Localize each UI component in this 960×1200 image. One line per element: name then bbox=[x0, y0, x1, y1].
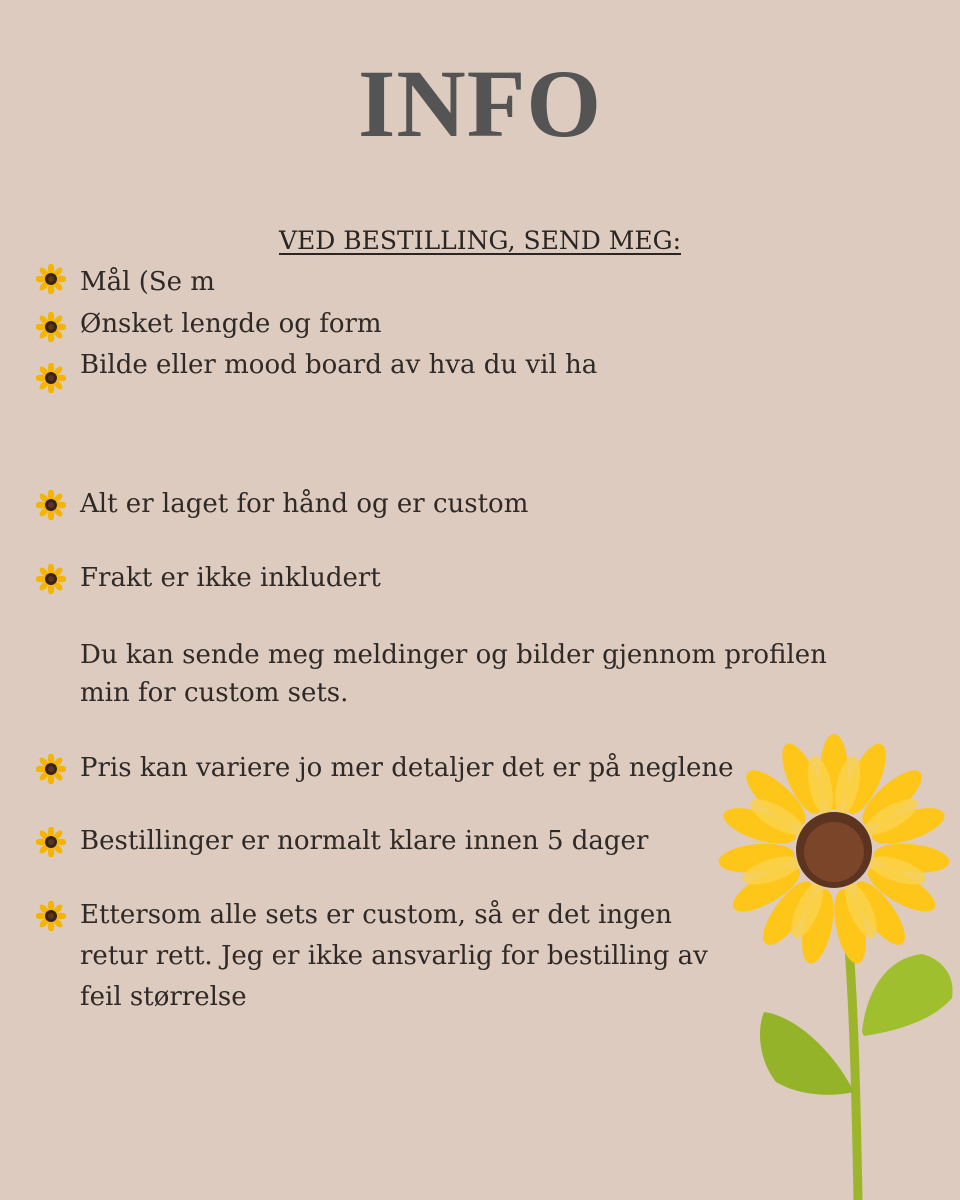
sunflower-icon bbox=[36, 264, 66, 294]
paragraph-line: Ettersom alle sets er custom, så er det ingen bbox=[80, 900, 672, 930]
return-policy-text bbox=[80, 895, 708, 1018]
list-item-text: Alt er laget for hånd og er custom bbox=[80, 489, 529, 519]
list-item-text: Frakt er ikke inkludert bbox=[80, 563, 381, 593]
sunflower-icon bbox=[36, 827, 66, 857]
sunflower-icon bbox=[36, 363, 66, 393]
paragraph-line: retur rett. Jeg er ikke ansvarlig for bestilling av bbox=[80, 941, 708, 971]
sunflower-icon bbox=[36, 754, 66, 784]
sunflower-icon bbox=[36, 312, 66, 342]
sunflower-illustration bbox=[716, 732, 960, 1200]
sunflower-icon bbox=[36, 901, 66, 931]
sunflower-icon bbox=[36, 564, 66, 594]
paragraph-line: min for custom sets. bbox=[80, 678, 349, 708]
list-item-text: Ønsket lengde og form bbox=[80, 309, 382, 339]
flower-center-inner bbox=[804, 822, 864, 882]
page-title: INFO bbox=[358, 50, 602, 157]
list-item-text: Pris kan variere jo mer detaljer det er på neglene bbox=[80, 753, 734, 783]
left-leaf bbox=[760, 1012, 854, 1095]
list-item-text: Bilde eller mood board av hva du vil ha bbox=[80, 350, 598, 380]
list-item-text: Mål (Se m bbox=[80, 267, 215, 297]
paragraph-line: feil størrelse bbox=[80, 982, 247, 1012]
paragraph-line: Du kan sende meg meldinger og bilder gjennom profilen bbox=[80, 640, 827, 670]
order-heading: VED BESTILLING, SEND MEG: bbox=[278, 226, 681, 255]
right-leaf bbox=[862, 954, 953, 1036]
stem bbox=[848, 932, 858, 1200]
list-item-text: Bestillinger er normalt klare innen 5 dager bbox=[80, 826, 649, 856]
sunflower-icon bbox=[36, 490, 66, 520]
message-paragraph bbox=[80, 636, 827, 712]
